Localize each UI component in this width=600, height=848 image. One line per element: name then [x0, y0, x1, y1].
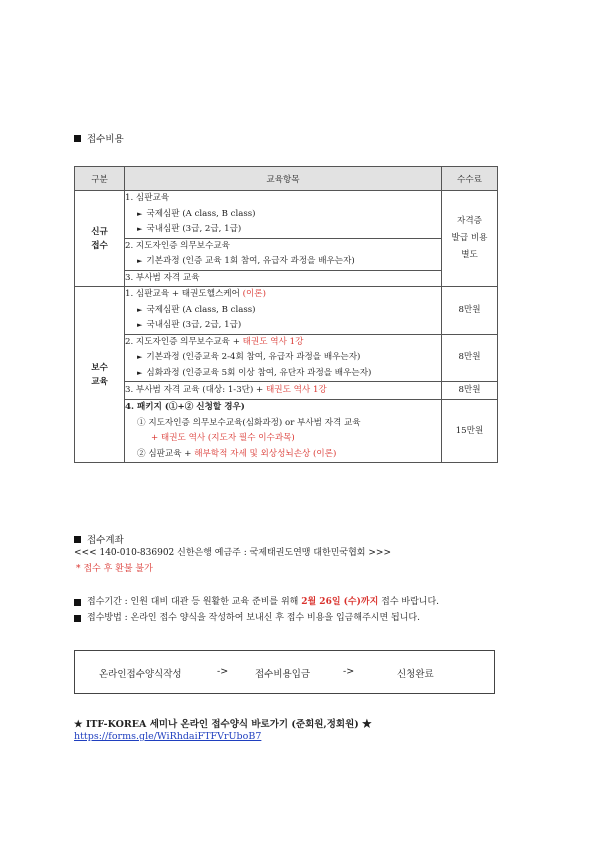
new-fee-cell: 자격증 발급 비용 별도 — [442, 191, 498, 287]
refresh-item-2: 2. 지도자인증 의무보수교육 + 태권도 역사 1강 ► 기본과정 (인증교육 2-4회 참여, 유급자 과정을 배우는자) ► 심화과정 (인증교육 5회 이상 참여, 유단자 과정을 배우는자) — [125, 334, 442, 382]
new-item-2: 2. 지도자인증 의무보수교육 ► 기본과정 (인증 교육 1회 참여, 유급자 과정을 배우는자) — [125, 238, 442, 270]
triangle-bullet-icon: ► — [137, 257, 143, 265]
square-bullet-icon — [74, 536, 81, 543]
refresh-item-1: 1. 심판교육 + 태권도헬스케어 (이론) ► 국제심판 (A class, B class) ► 국내심판 (3급, 2급, 1급) — [125, 287, 442, 335]
triangle-bullet-icon: ► — [137, 368, 143, 377]
triangle-bullet-icon: ► — [137, 321, 143, 329]
header-items: 교육항목 — [125, 167, 442, 191]
refresh-item-3: 3. 부사범 자격 교육 (대상: 1-3단) + 태권도 역사 1강 — [125, 382, 442, 400]
flow-arrow-2: -> — [343, 666, 355, 677]
triangle-bullet-icon: ► — [137, 225, 143, 233]
fee-table — [74, 166, 498, 463]
header-fee: 수수료 — [442, 167, 498, 191]
new-item-3: 3. 부사범 자격 교육 — [125, 270, 442, 287]
account-info: <<< 140-010-836902 신한은행 예금주 : 국제태권도연맹 대한민국협회 >>> — [74, 548, 391, 558]
table-row — [75, 191, 498, 239]
flow-step-3: 신청완료 — [397, 669, 434, 680]
process-flow-box — [74, 650, 495, 694]
refresh-fee-4: 15만원 — [442, 400, 498, 463]
refund-notice: * 접수 후 환불 불가 — [76, 564, 153, 574]
flow-step-1: 온라인접수양식작성 — [99, 669, 182, 680]
registration-period: 접수기간 : 인원 대비 대관 등 원활한 교육 준비를 위해 2월 26일 (수)까지 접수 바랍니다. — [74, 595, 439, 610]
triangle-bullet-icon: ► — [137, 305, 143, 314]
square-bullet-icon — [74, 615, 81, 622]
refresh-item-4: 4. 패키지 (①+② 신청할 경우) ① 지도자인증 의무보수교육(심화과정) or 부사범 자격 교육 + 태권도 역사 (지도자 필수 이수과목) ② 심판교육 + 해부학적 자세 및 외상성뇌손상 (이론) — [125, 400, 442, 463]
flow-arrow-1: -> — [217, 666, 229, 677]
refresh-fee-1: 8만원 — [442, 287, 498, 335]
table-row — [75, 382, 498, 400]
table-row — [75, 400, 498, 463]
table-header-row — [75, 167, 498, 191]
category-new: 신규 접수 — [75, 191, 125, 287]
online-form-link[interactable]: https://forms.gle/WiRhdaiFTFVrUboB7 — [74, 731, 262, 742]
section-fee-title: 접수비용 — [74, 131, 124, 145]
triangle-bullet-icon: ► — [137, 209, 143, 218]
header-category: 구분 — [75, 167, 125, 191]
registration-method: 접수방법 : 온라인 접수 양식을 작성하여 보내신 후 접수 비용을 입금해주시면 됩니다. — [74, 611, 420, 626]
square-bullet-icon — [74, 599, 81, 606]
triangle-bullet-icon: ► — [137, 353, 143, 361]
section-account-title: 접수계좌 — [74, 532, 124, 546]
refresh-fee-2: 8만원 — [442, 334, 498, 382]
refresh-fee-3: 8만원 — [442, 382, 498, 400]
table-row — [75, 334, 498, 382]
new-item-1: 1. 심판교육 ► 국제심판 (A class, B class) ► 국내심판 (3급, 2급, 1급) — [125, 191, 442, 239]
table-row — [75, 270, 498, 287]
category-refresh: 보수 교육 — [75, 287, 125, 463]
table-row — [75, 287, 498, 335]
online-form-title: ★ ITF-KOREA 세미나 온라인 접수양식 바로가기 (준회원,정회원) ★ — [74, 719, 372, 730]
flow-step-2: 접수비용입금 — [255, 669, 311, 680]
table-row — [75, 238, 498, 270]
square-bullet-icon — [74, 135, 81, 142]
